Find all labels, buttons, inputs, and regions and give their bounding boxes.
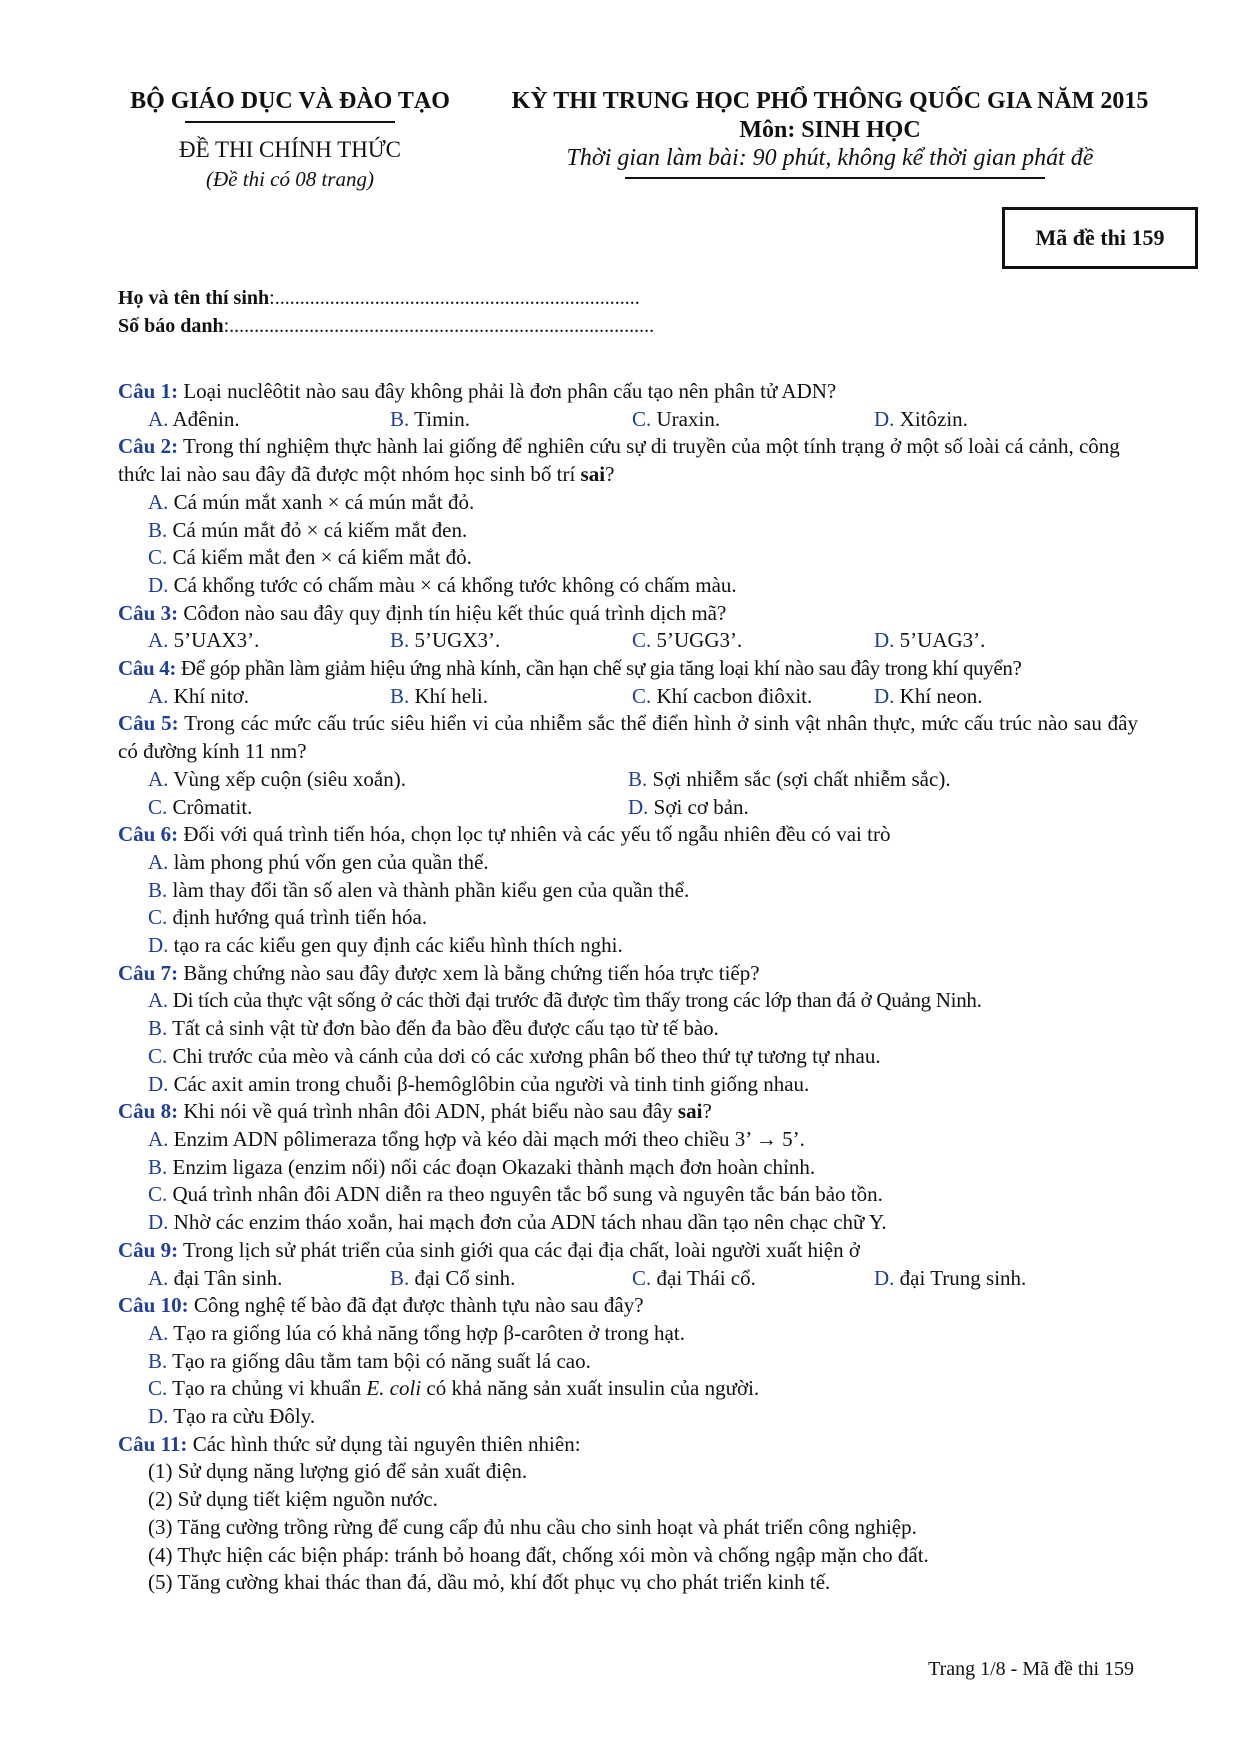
option-letter: A. [148, 1265, 169, 1290]
option-text: Enzim ADN pôlimeraza tổng hợp và kéo dài mạch mới theo chiều 3’ → 5’. [173, 1126, 805, 1151]
option-c [632, 683, 874, 711]
option-text: Tạo ra giống dâu tằm tam bội có năng suất lá cao. [172, 1348, 591, 1373]
option-letter: D. [148, 1404, 169, 1429]
option-letter: A. [148, 1126, 169, 1151]
question-2 [118, 433, 1138, 488]
option-a [148, 683, 390, 711]
option-d [874, 406, 1116, 434]
option-letter: C. [632, 628, 652, 653]
candidate-id-label: Số báo danh [118, 315, 224, 337]
option-c [632, 627, 874, 655]
option-letter: A. [148, 766, 169, 791]
question-emphasis: sai [580, 462, 606, 487]
option-b [390, 683, 632, 711]
option-text: Vùng xếp cuộn (siêu xoắn). [173, 766, 406, 791]
question-label: Câu 11: [118, 1431, 188, 1456]
question-text: Để góp phần làm giảm hiệu ứng nhà kính, cần hạn chế sự gia tăng loại khí nào sau đây trong khí quyển? [176, 656, 1022, 681]
question-label: Câu 2: [118, 434, 179, 459]
question-end: ? [702, 1099, 712, 1124]
option-b [118, 1154, 1138, 1182]
option-d [628, 794, 1108, 822]
option-letter: C. [148, 1376, 168, 1401]
option-letter: C. [632, 406, 652, 431]
option-letter: A. [148, 683, 169, 708]
question-11 [118, 1431, 1138, 1459]
list-item: (3) Tăng cường trồng rừng để cung cấp đủ nhu cầu cho sinh hoạt và phát triển công nghiệp. [148, 1514, 917, 1539]
option-b [390, 406, 632, 434]
question-4 [118, 655, 1138, 683]
option-text: Khí neon. [899, 683, 983, 708]
option-text: Sợi nhiễm sắc (sợi chất nhiễm sắc). [652, 766, 951, 791]
option-letter: C. [148, 545, 168, 570]
option-letter: A. [148, 406, 169, 431]
option-letter: A. [148, 489, 169, 514]
question-text: Trong thí nghiệm thực hành lai giống để nghiên cứu sự di truyền của một tính trạng ở một số loài cá cảnh, công thức lai nào sau đây đã được một nhóm học sinh bố trí [118, 434, 1120, 487]
option-d [118, 1209, 1138, 1237]
option-text: Cá kiếm mắt đen × cá kiếm mắt đỏ. [172, 545, 472, 570]
list-item: (4) Thực hiện các biện pháp: tránh bỏ hoang đất, chống xói mòn và chống ngập mặn cho đất. [148, 1542, 929, 1567]
option-letter: A. [148, 1320, 169, 1345]
option-a [118, 1126, 1138, 1154]
option-c [118, 1375, 1138, 1403]
page-footer: Trang 1/8 - Mã đề thi 159 [928, 1658, 1134, 1680]
option-letter: D. [874, 683, 895, 708]
option-letter: C. [632, 1265, 652, 1290]
option-text: đại Tân sinh. [173, 1265, 283, 1290]
option-b [118, 877, 1138, 905]
option-text: Cá mún mắt đỏ × cá kiếm mắt đen. [172, 517, 468, 542]
candidate-name-line [118, 287, 640, 310]
option-text: làm thay đổi tần số alen và thành phần kiểu gen của quần thể. [172, 877, 690, 902]
option-d [874, 627, 1116, 655]
option-letter: A. [148, 849, 169, 874]
option-a [118, 987, 1138, 1015]
option-letter: B. [148, 1348, 168, 1373]
question-7 [118, 960, 1138, 988]
option-letter: D. [628, 794, 649, 819]
option-letter: D. [874, 406, 895, 431]
option-text: Xitôzin. [899, 406, 968, 431]
option-c [118, 1181, 1138, 1209]
option-letter: B. [390, 628, 410, 653]
question-text: Bằng chứng nào sau đây được xem là bằng chứng tiến hóa trực tiếp? [178, 960, 760, 985]
option-a [148, 1265, 390, 1293]
option-text: Cá khổng tước có chấm màu × cá khổng tước không có chấm màu. [173, 572, 737, 597]
question-label: Câu 6: [118, 822, 179, 847]
option-letter: D. [148, 1071, 169, 1096]
question-list [118, 378, 1138, 1597]
option-text: 5’UGX3’. [414, 628, 501, 653]
option-letter: C. [148, 905, 168, 930]
option-letter: B. [148, 1154, 168, 1179]
time-underline [625, 177, 1045, 179]
option-letter: B. [390, 406, 410, 431]
pages-note: (Đề thi có 08 trang) [206, 167, 374, 191]
question-text: Công nghệ tế bào đã đạt được thành tựu nào sau đây? [188, 1293, 644, 1318]
option-text: đại Thái cổ. [656, 1265, 756, 1290]
option-b [390, 627, 632, 655]
option-letter: A. [148, 988, 168, 1013]
option-text: Quá trình nhân đôi ADN diễn ra theo nguyên tắc bổ sung và nguyên tắc bán bảo tồn. [172, 1182, 883, 1207]
option-letter: D. [148, 933, 169, 958]
question-5 [118, 710, 1138, 765]
option-text: Khí cacbon điôxit. [656, 683, 813, 708]
question-label: Câu 1: [118, 379, 179, 403]
option-letter: B. [148, 877, 168, 902]
subject-label: Môn: SINH HỌC [739, 117, 921, 143]
question-text: Trong lịch sử phát triển của sinh giới qua các đại địa chất, loài người xuất hiện ở [178, 1237, 860, 1262]
option-text: Tạo ra giống lúa có khả năng tổng hợp β-carôten ở trong hạt. [173, 1320, 685, 1345]
exam-code-box [1002, 207, 1198, 269]
ministry-name: BỘ GIÁO DỤC VÀ ĐÀO TẠO [130, 88, 450, 114]
option-text: Di tích của thực vật sống ở các thời đại trước đã được tìm thấy trong các lớp than đá ở Quảng Ninh. [172, 988, 982, 1013]
option-d [118, 932, 1138, 960]
option-letter: B. [148, 1016, 168, 1041]
option-text: Các axit amin trong chuỗi β-hemôglôbin của người và tinh tinh giống nhau. [173, 1071, 810, 1096]
question-label: Câu 3: [118, 600, 179, 625]
option-d [118, 572, 1138, 600]
question-text: Đối với quá trình tiến hóa, chọn lọc tự nhiên và các yếu tố ngẫu nhiên đều có vai trò [178, 822, 891, 847]
question-text: Loại nuclêôtit nào sau đây không phải là đơn phân cấu tạo nên phân tử ADN? [178, 379, 837, 403]
candidate-name-label: Họ và tên thí sinh [118, 287, 270, 309]
option-letter: D. [148, 1210, 169, 1235]
option-text: Crômatit. [172, 794, 253, 819]
time-note: Thời gian làm bài: 90 phút, không kể thời gian phát đề [566, 145, 1094, 171]
option-text: Khí heli. [414, 683, 489, 708]
option-text: Timin. [414, 406, 470, 431]
exam-code: Mã đề thi 159 [1035, 225, 1165, 250]
option-d [874, 1265, 1116, 1293]
question-8 [118, 1098, 1138, 1126]
option-letter: D. [148, 572, 169, 597]
option-d [874, 683, 1116, 711]
option-text: 5’UAG3’. [899, 628, 986, 653]
option-letter: D. [874, 628, 895, 653]
candidate-id-line [118, 315, 654, 338]
option-d [118, 1071, 1138, 1099]
option-text: Chi trước của mèo và cánh của dơi có các xương phân bố theo thứ tự tương tự nhau. [172, 1043, 881, 1068]
question-10 [118, 1292, 1138, 1320]
question-5-options-row2 [118, 794, 1138, 822]
option-a [118, 489, 1138, 517]
option-letter: B. [148, 517, 168, 542]
option-a [148, 406, 390, 434]
option-text: Sợi cơ bản. [653, 794, 749, 819]
question-emphasis: sai [677, 1099, 703, 1124]
option-c [632, 1265, 874, 1293]
question-text: Khi nói về quá trình nhân đôi ADN, phát biểu nào sau đây [178, 1099, 678, 1124]
question-label: Câu 9: [118, 1237, 179, 1262]
question-label: Câu 10: [118, 1293, 189, 1318]
option-a [148, 766, 628, 794]
option-text: Tất cả sinh vật từ đơn bào đến đa bào đều được cấu tạo từ tế bào. [172, 1016, 719, 1041]
candidate-id-dots: :..................................................................................... [223, 315, 655, 337]
option-text: Tạo ra chủng vi khuẩn [172, 1376, 367, 1401]
question-1-options [118, 406, 1138, 434]
header-right [480, 88, 1180, 179]
option-text: Cá mún mắt xanh × cá mún mắt đỏ. [173, 489, 475, 514]
option-c [118, 544, 1138, 572]
option-c [118, 904, 1138, 932]
option-c [118, 1043, 1138, 1071]
option-text-italic: E. coli [366, 1376, 422, 1401]
option-text: Enzim ligaza (enzim nối) nối các đoạn Okazaki thành mạch đơn hoàn chỉnh. [172, 1154, 816, 1179]
option-text: 5’UGG3’. [656, 628, 743, 653]
option-text: 5’UAX3’. [173, 628, 260, 653]
option-letter: C. [148, 1043, 168, 1068]
option-letter: B. [390, 683, 410, 708]
option-letter: A. [148, 628, 169, 653]
question-9 [118, 1237, 1138, 1265]
exam-title: KỲ THI TRUNG HỌC PHỔ THÔNG QUỐC GIA NĂM 2015 [511, 88, 1149, 114]
question-label: Câu 5: [118, 711, 179, 736]
question-4-options [118, 683, 1138, 711]
option-text: đại Trung sinh. [899, 1265, 1027, 1290]
list-item: (2) Sử dụng tiết kiệm nguồn nước. [148, 1487, 438, 1512]
question-6 [118, 821, 1138, 849]
option-letter: C. [148, 794, 168, 819]
option-b [118, 517, 1138, 545]
question-3 [118, 600, 1138, 628]
option-text: định hướng quá trình tiến hóa. [172, 905, 428, 930]
question-5-options-row1 [118, 766, 1138, 794]
option-letter: B. [628, 766, 648, 791]
option-text: đại Cổ sinh. [414, 1265, 516, 1290]
option-c [632, 406, 874, 434]
option-letter: C. [632, 683, 652, 708]
option-text: tạo ra các kiểu gen quy định các kiểu hình thích nghi. [173, 933, 623, 958]
option-a [118, 1320, 1138, 1348]
option-b [118, 1348, 1138, 1376]
question-text: Các hình thức sử dụng tài nguyên thiên nhiên: [187, 1431, 581, 1456]
option-b [118, 1015, 1138, 1043]
option-text: Tạo ra cừu Đôly. [173, 1404, 316, 1429]
list-item: (1) Sử dụng năng lượng gió để sản xuất điện. [148, 1459, 528, 1484]
option-letter: D. [874, 1265, 895, 1290]
option-c [148, 794, 628, 822]
option-d [118, 1403, 1138, 1431]
option-text: Nhờ các enzim tháo xoắn, hai mạch đơn của ADN tách nhau dần tạo nên chạc chữ Y. [173, 1210, 887, 1235]
question-end: ? [605, 462, 615, 487]
option-text: Khí nitơ. [173, 683, 249, 708]
option-b [390, 1265, 632, 1293]
header-left [100, 88, 480, 192]
candidate-name-dots: :......................................................................... [269, 287, 640, 309]
list-item: (5) Tăng cường khai thác than đá, dầu mỏ, khí đốt phục vụ cho phát triển kinh tế. [148, 1570, 831, 1595]
question-text: Trong các mức cấu trúc siêu hiển vi của nhiễm sắc thể điển hình ở sinh vật nhân thực, mức cấu trúc nào sau đây có đường kính 11 nm? [118, 711, 1138, 764]
option-b [628, 766, 1108, 794]
ministry-underline [185, 121, 395, 123]
question-9-options [118, 1265, 1138, 1293]
question-label: Câu 8: [118, 1099, 179, 1124]
option-text: Ađênin. [172, 406, 240, 431]
option-a [148, 627, 390, 655]
option-text: Uraxin. [656, 406, 721, 431]
question-3-options [118, 627, 1138, 655]
question-text: Côđon nào sau đây quy định tín hiệu kết thúc quá trình dịch mã? [178, 600, 727, 625]
question-label: Câu 4: [118, 656, 176, 681]
option-letter: C. [148, 1182, 168, 1207]
question-label: Câu 7: [118, 960, 179, 985]
official-label: ĐỀ THI CHÍNH THỨC [178, 137, 402, 162]
option-text: có khả năng sản xuất insulin của người. [421, 1376, 760, 1401]
option-letter: B. [390, 1265, 410, 1290]
question-1 [118, 378, 1138, 406]
option-text: làm phong phú vốn gen của quần thể. [173, 849, 489, 874]
option-a [118, 849, 1138, 877]
